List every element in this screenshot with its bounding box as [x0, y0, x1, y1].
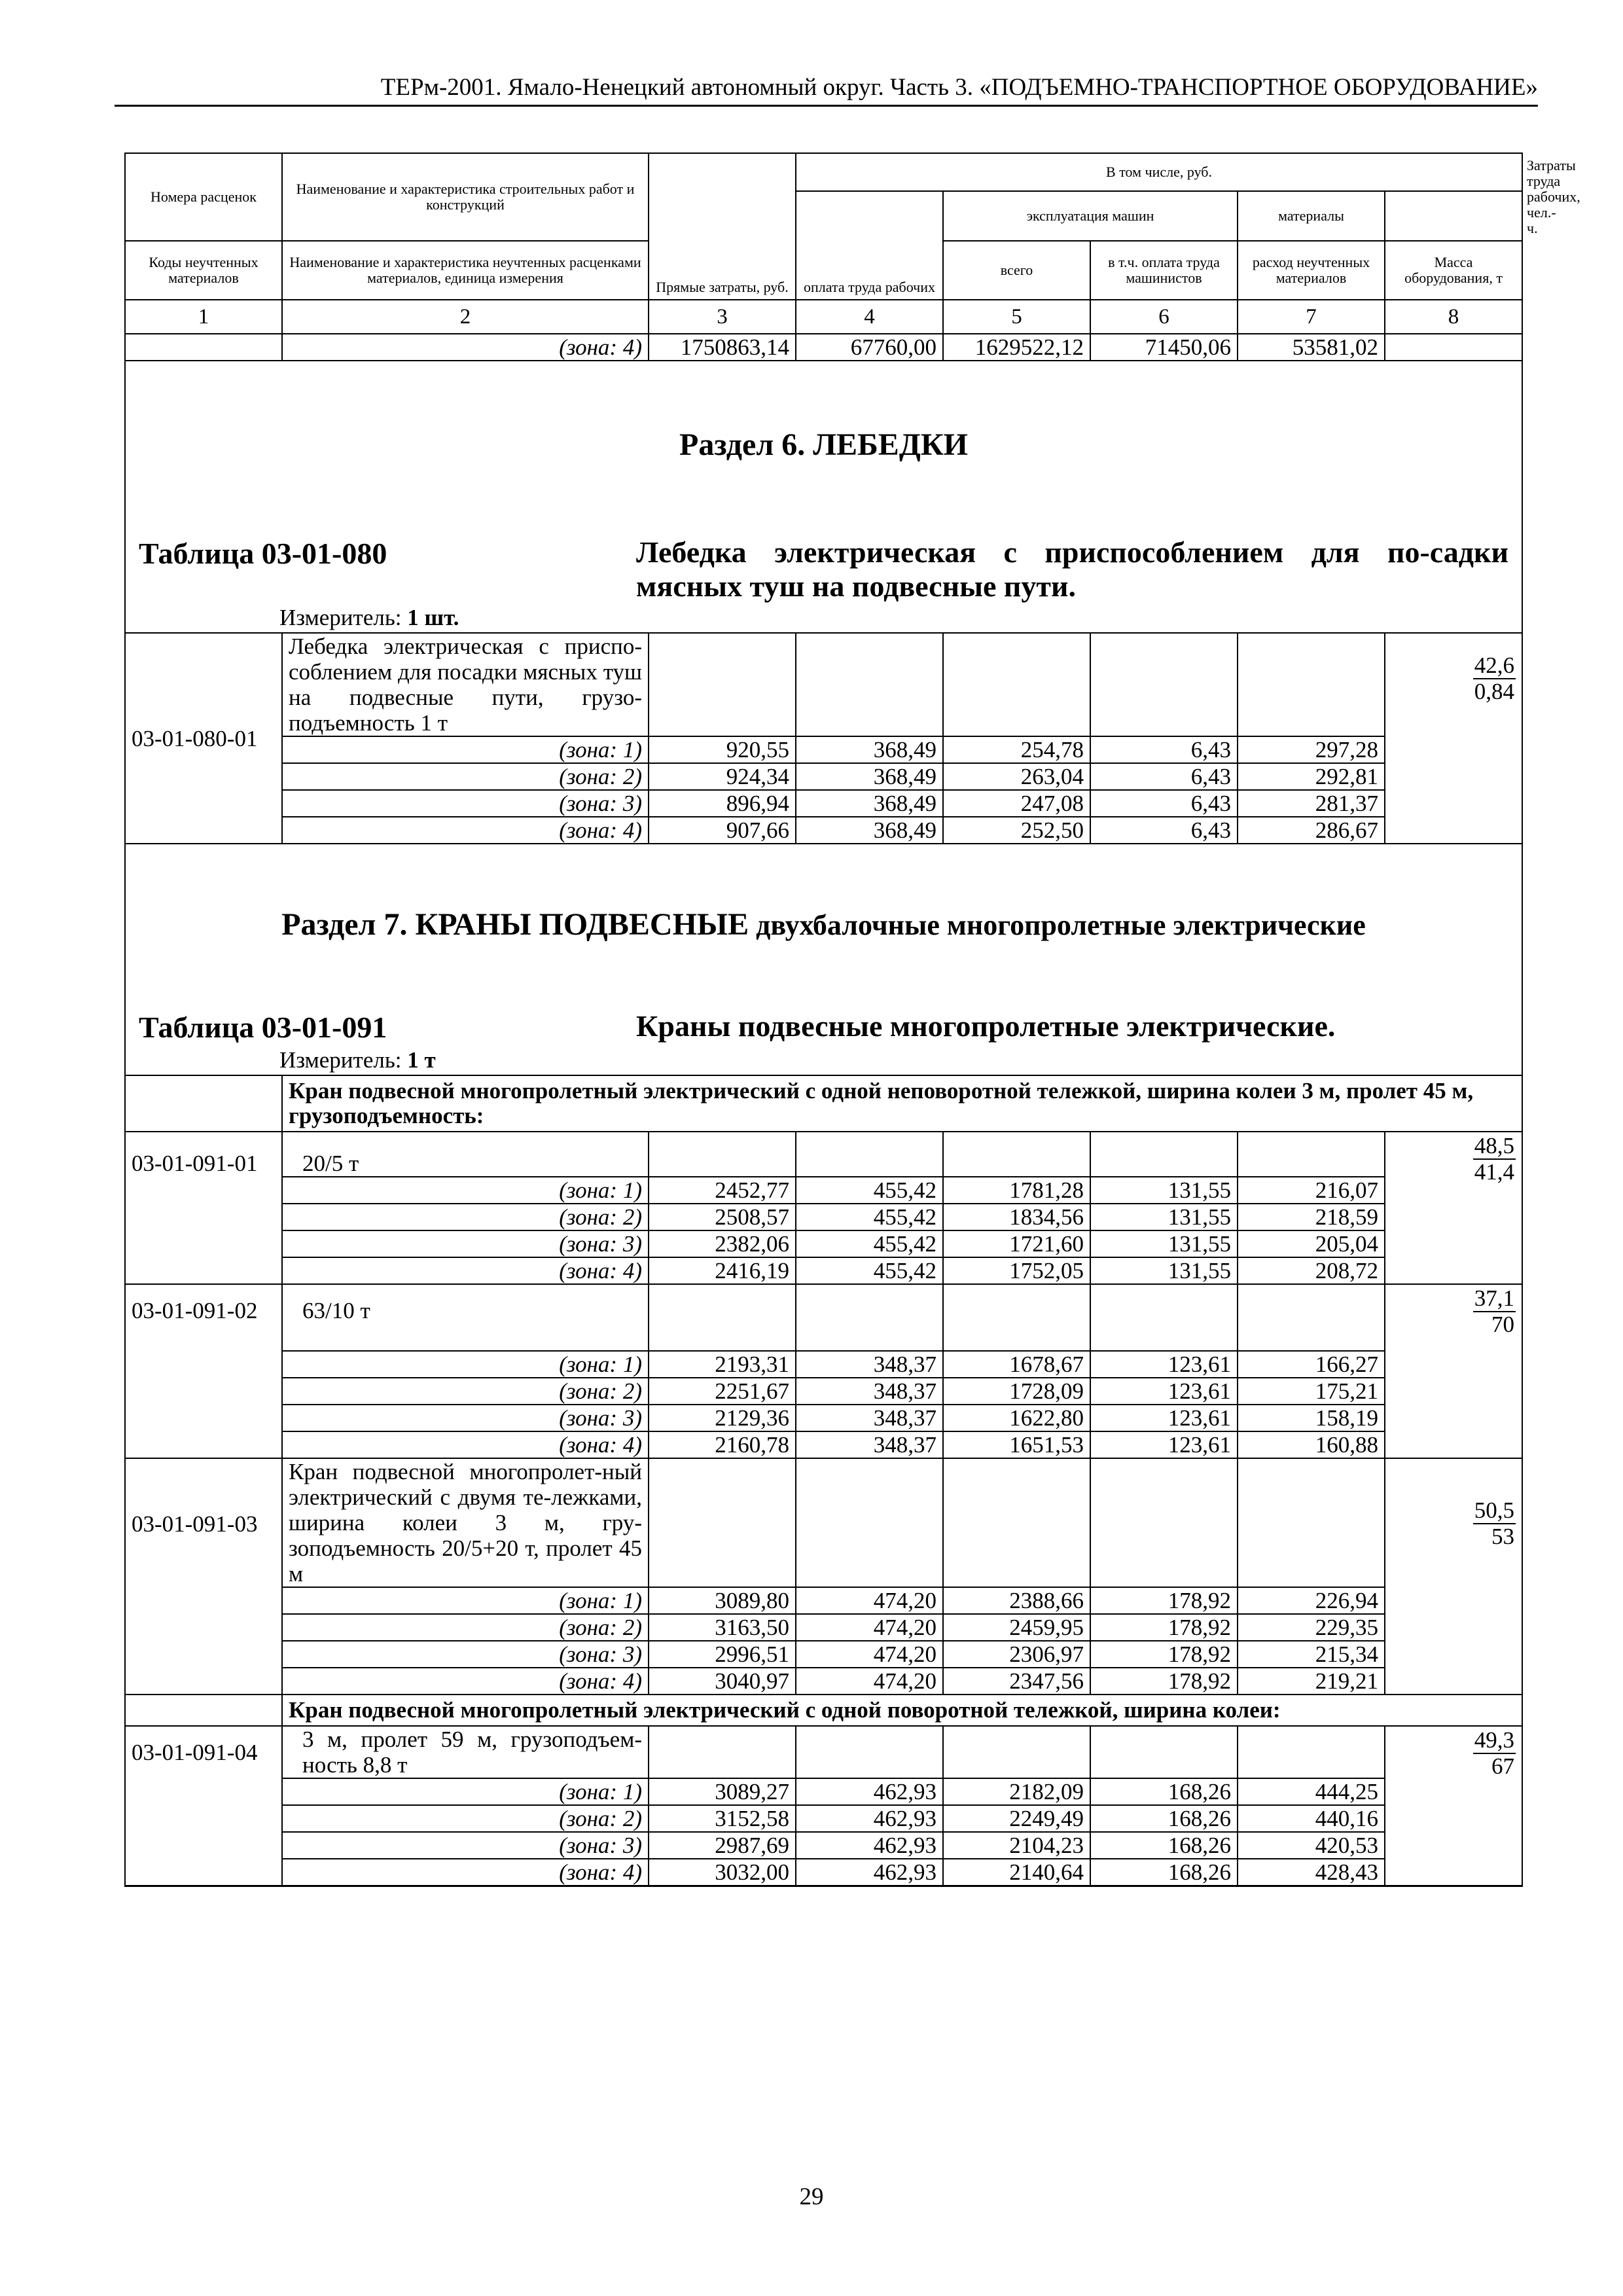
- rate-name: Лебедка электрическая с приспо-соблением для посадки мясных туш на подвесные пути, грузо-подъемность 1 т: [282, 633, 649, 736]
- value: 168,26: [1090, 1859, 1238, 1886]
- value: 455,42: [796, 1257, 943, 1284]
- labor-mass-fraction: $\frac{50,5}{53}$: [1474, 1498, 1515, 1549]
- value: 2996,51: [649, 1641, 796, 1668]
- zone-label: (зона: 2): [282, 1378, 649, 1405]
- value: 348,37: [796, 1378, 943, 1405]
- value: 2140,64: [943, 1859, 1090, 1886]
- value: 3089,80: [649, 1587, 796, 1614]
- value: 348,37: [796, 1431, 943, 1458]
- value: 168,26: [1090, 1832, 1238, 1859]
- hdr-material-use: расход неучтенных материалов: [1238, 241, 1385, 300]
- col-num: 5: [943, 300, 1090, 334]
- value: 907,66: [649, 817, 796, 844]
- col-num: 6: [1090, 300, 1238, 334]
- value: 2382,06: [649, 1230, 796, 1257]
- value: 1834,56: [943, 1204, 1090, 1230]
- value: 1622,80: [943, 1405, 1090, 1431]
- zone-label: (зона: 4): [282, 1859, 649, 1886]
- value: 226,94: [1238, 1587, 1385, 1614]
- col-num: 4: [796, 300, 943, 334]
- rate-name: 63/10 т: [282, 1284, 649, 1351]
- value: 920,55: [649, 736, 796, 763]
- zone-label: (зона: 2): [282, 763, 649, 790]
- value: 1721,60: [943, 1230, 1090, 1257]
- carry-row: [125, 334, 1522, 361]
- value: 2508,57: [649, 1204, 796, 1230]
- value: 6,43: [1090, 763, 1238, 790]
- value: 368,49: [796, 790, 943, 817]
- value: 2251,67: [649, 1378, 796, 1405]
- hdr-direct-costs: Прямые затраты, руб.: [649, 153, 796, 300]
- measure-unit: Измеритель: 1 шт.: [279, 605, 459, 630]
- value: 1728,09: [943, 1378, 1090, 1405]
- table-number: Таблица 03-01-080: [139, 537, 387, 570]
- hdr-wages: оплата труда рабочих: [796, 191, 943, 300]
- hdr-machinist-wages: в т.ч. оплата труда машинистов: [1090, 241, 1238, 300]
- value: 2416,19: [649, 1257, 796, 1284]
- section-title: Раздел 6. ЛЕБЕДКИ: [679, 427, 968, 462]
- header-rule: [115, 105, 1538, 107]
- value: 1750863,14: [649, 334, 796, 361]
- value: 247,08: [943, 790, 1090, 817]
- hdr-materials: материалы: [1238, 191, 1385, 241]
- value: 1651,53: [943, 1431, 1090, 1458]
- rate-name: 3 м, пролет 59 м, грузоподъем-ность 8,8 т: [282, 1726, 649, 1778]
- value: 1781,28: [943, 1177, 1090, 1204]
- value: 215,34: [1238, 1641, 1385, 1668]
- value: 462,93: [796, 1805, 943, 1832]
- value: 1678,67: [943, 1351, 1090, 1378]
- value: 420,53: [1238, 1832, 1385, 1859]
- rate-code: 03-01-091-03: [125, 1458, 282, 1695]
- value: 6,43: [1090, 736, 1238, 763]
- zone-label: (зона: 3): [282, 1832, 649, 1859]
- zone-label: (зона: 1): [282, 1778, 649, 1805]
- value: 348,37: [796, 1405, 943, 1431]
- page-number: 29: [799, 2183, 824, 2210]
- value: 208,72: [1238, 1257, 1385, 1284]
- value: 205,04: [1238, 1230, 1385, 1257]
- hdr-machines-total: всего: [943, 241, 1090, 300]
- value: 896,94: [649, 790, 796, 817]
- value: 71450,06: [1090, 334, 1238, 361]
- value: 2452,77: [649, 1177, 796, 1204]
- table-title: Лебедка электрическая с приспособлением для по-садки мясных туш на подвесные пути.: [636, 535, 1509, 603]
- section-title: Раздел 7. КРАНЫ ПОДВЕСНЫЕ двухбалочные многопролетные электрические: [281, 907, 1366, 942]
- zone-label: (зона: 2): [282, 1805, 649, 1832]
- value: 924,34: [649, 763, 796, 790]
- value: 440,16: [1238, 1805, 1385, 1832]
- value: 455,42: [796, 1204, 943, 1230]
- rate-row: [125, 633, 1522, 736]
- value: 219,21: [1238, 1668, 1385, 1695]
- value: 2182,09: [943, 1778, 1090, 1805]
- labor-mass-fraction: $\frac{37,1}{70}$: [1474, 1285, 1515, 1337]
- value: 2160,78: [649, 1431, 796, 1458]
- section-7: [125, 844, 1522, 1075]
- value: 474,20: [796, 1614, 943, 1641]
- hdr-mass: Масса оборудования, т: [1385, 241, 1522, 300]
- zone-label: (зона: 2): [282, 1204, 649, 1230]
- measure-unit: Измеритель: 1 т: [279, 1047, 436, 1073]
- hdr-machines: эксплуатация машин: [943, 191, 1238, 241]
- zone-label: (зона: 3): [282, 1641, 649, 1668]
- value: 2249,49: [943, 1805, 1090, 1832]
- value: 3032,00: [649, 1859, 796, 1886]
- value: 462,93: [796, 1778, 943, 1805]
- rates-table: Номера расценок Наименование и характеристика строительных работ и конструкций Прямые затраты, руб. В том числе, руб. Затраты труда рабочих, чел.-ч. оплата труда рабочих эксплуатация машин материалы Коды неучтенных материалов Наименование и характеристика неучтенных расценками материалов, единица измерения всего в т.ч. оплата труда машинистов расход неучтенных материалов Масса оборудования, т 1 2 3 4 5 6 7 8 (зона: 4) 1750863,14 67760,00 1629522,12 71450,06 53581,02 Раздел 6. ЛЕБЕДКИ Таблица 03-01-080 Лебедка электрическая с приспособлением для по-садки мясных туш на подвесные пути. Измеритель: 1 шт. 03-01-080-01 Лебедка электрическая с приспо-соблением для посадки мясных туш на подвесные пути, грузо-подъемность 1 т $\frac{42,6}{0,84}$ (зона: 1) 920,55 368,49 254,78 6,43 297,28 (зона: 2) 924,34 368,49 263,04 6,43 292,81 (зона: 3) 896,94 368,49 247,08 6,43 281,37 (зона: 4) 907,66 368,49 252,50 6,43 286,67 Раздел 7. КРАНЫ ПОДВЕСНЫЕ двухбалочные многопролетные электрические Таблица 03-01-091 Краны подвесные многопролетные электрические. Измеритель: 1 т Кран подвесной многопролетный электрический с одной неповоротной тележкой, ширина колеи 3 м, пролет 45 м, грузоподъемность: 03-01-091-01 20/5 т $\frac{48,5}{41,4}$ (зона: 1) 2452,77 455,42 1781,28 131,55 216,07 (зона: 2) 2508,57 455,42 1834,56 131,55 218,59 (зона: 3) 2382,06 455,42 1721,60 131,55 205,04 (зона: 4) 2416,19 455,42 1752,05 131,55 208,72 03-01-091-02 63/10 т $\frac{37,1}{70}$ (зона: 1) 2193,31 348,37 1678,67 123,61 166,27 (зона: 2) 2251,67 348,37 1728,09 123,61 175,21 (зона: 3) 2129,36 348,37 1622,80 123,61 158,19 (зона: 4) 2160,78 348,37 1651,53 123,61 160,88 03-01-091-03 Кран подвесной многопролет-ный электрический с двумя те-лежками, ширина колеи 3 м, гру-зоподъемность 20/5+20 т, пролет 45 м $\frac{50,5}{53}$ (зона: 1) 3089,80 474,20 2388,66 178,92 226,94 (зона: 2) 3163,50 474,20 2459,95 178,92 229,35 (зона: 3) 2996,51 474,20 2306,97 178,92 215,34 (зона: 4) 3040,97 474,20 2347,56 178,92 219,21 Кран подвесной многопролетный электрический с одной поворотной тележкой, ширина колеи: 03-01-091-04 3 м, пролет 59 м, грузоподъем-ность 8,8 т $\frac{49,3}{67}$ (зона: 1) 3089,27 462,93 2182,09 168,26 444,25 (зона: 2) 3152,58 462,93 2249,49 168,26 440,16 (зона: 3) 2987,69 462,93 2104,23 168,26 420,53 (зона: 4) 3032,00 462,93 2140,64 168,26 428,43: [124, 152, 1523, 1887]
- zone-label: (зона: 1): [282, 736, 649, 763]
- value: 178,92: [1090, 1668, 1238, 1695]
- value: 348,37: [796, 1351, 943, 1378]
- value: 2388,66: [943, 1587, 1090, 1614]
- zone-label: (зона: 4): [282, 1668, 649, 1695]
- section-6: [125, 361, 1522, 633]
- zone-label: (зона: 3): [282, 790, 649, 817]
- value: 2129,36: [649, 1405, 796, 1431]
- value: 131,55: [1090, 1204, 1238, 1230]
- table-number: Таблица 03-01-091: [139, 1011, 387, 1044]
- rate-code: 03-01-080-01: [125, 633, 282, 844]
- value: 263,04: [943, 763, 1090, 790]
- hdr-material-names: Наименование и характеристика неучтенных расценками материалов, единица измерения: [282, 241, 649, 300]
- zone-label: (зона: 1): [282, 1351, 649, 1378]
- value: 444,25: [1238, 1778, 1385, 1805]
- value: 2347,56: [943, 1668, 1090, 1695]
- value: 178,92: [1090, 1587, 1238, 1614]
- value: 462,93: [796, 1859, 943, 1886]
- value: 175,21: [1238, 1378, 1385, 1405]
- value: 67760,00: [796, 334, 943, 361]
- zone-label: (зона: 3): [282, 1405, 649, 1431]
- value: 368,49: [796, 763, 943, 790]
- value: 2193,31: [649, 1351, 796, 1378]
- value: 297,28: [1238, 736, 1385, 763]
- zone-label: (зона: 1): [282, 1177, 649, 1204]
- zone-label: (зона: 3): [282, 1230, 649, 1257]
- labor-mass-fraction: $\frac{48,5}{41,4}$: [1474, 1133, 1515, 1185]
- value: 254,78: [943, 736, 1090, 763]
- col-num: 8: [1385, 300, 1522, 334]
- value: 131,55: [1090, 1177, 1238, 1204]
- value: 158,19: [1238, 1405, 1385, 1431]
- hdr-including: В том числе, руб.: [796, 153, 1522, 191]
- value: 123,61: [1090, 1378, 1238, 1405]
- zone-label: (зона: 4): [282, 334, 649, 361]
- group-heading: Кран подвесной многопролетный электрический с одной поворотной тележкой, ширина колеи:: [282, 1695, 1522, 1726]
- value: 168,26: [1090, 1778, 1238, 1805]
- value: 2306,97: [943, 1641, 1090, 1668]
- value: 474,20: [796, 1668, 943, 1695]
- value: 216,07: [1238, 1177, 1385, 1204]
- value: 123,61: [1090, 1431, 1238, 1458]
- table-title: Краны подвесные многопролетные электрические.: [636, 1009, 1336, 1043]
- value: 1629522,12: [943, 334, 1090, 361]
- hdr-name: Наименование и характеристика строительных работ и конструкций: [282, 153, 649, 241]
- value: 2987,69: [649, 1832, 796, 1859]
- rate-name: Кран подвесной многопролет-ный электрический с двумя те-лежками, ширина колеи 3 м, гру-зоподъемность 20/5+20 т, пролет 45 м: [282, 1458, 649, 1587]
- col-num: 7: [1238, 300, 1385, 334]
- value: 368,49: [796, 736, 943, 763]
- value: 286,67: [1238, 817, 1385, 844]
- value: 229,35: [1238, 1614, 1385, 1641]
- value: 474,20: [796, 1587, 943, 1614]
- value: 281,37: [1238, 790, 1385, 817]
- value: 160,88: [1238, 1431, 1385, 1458]
- zone-label: (зона: 1): [282, 1587, 649, 1614]
- value: 1752,05: [943, 1257, 1090, 1284]
- rate-name: 20/5 т: [282, 1132, 649, 1177]
- value: 218,59: [1238, 1204, 1385, 1230]
- col-num: 2: [282, 300, 649, 334]
- value: 6,43: [1090, 817, 1238, 844]
- labor-mass-fraction: $\frac{49,3}{67}$: [1474, 1727, 1515, 1779]
- value: 3089,27: [649, 1778, 796, 1805]
- hdr-material-codes: Коды неучтенных материалов: [125, 241, 282, 300]
- rate-code: 03-01-091-02: [125, 1284, 282, 1458]
- labor-mass-fraction: $\frac{42,6}{0,84}$: [1474, 653, 1515, 704]
- value: 2459,95: [943, 1614, 1090, 1641]
- value: 474,20: [796, 1641, 943, 1668]
- value: 53581,02: [1238, 334, 1385, 361]
- zone-label: (зона: 2): [282, 1614, 649, 1641]
- hdr-codes: Номера расценок: [125, 153, 282, 241]
- zone-label: (зона: 4): [282, 1431, 649, 1458]
- value: 178,92: [1090, 1641, 1238, 1668]
- col-num: 1: [125, 300, 282, 334]
- value: 6,43: [1090, 790, 1238, 817]
- zone-label: (зона: 4): [282, 1257, 649, 1284]
- value: 292,81: [1238, 763, 1385, 790]
- value: 3040,97: [649, 1668, 796, 1695]
- value: 123,61: [1090, 1405, 1238, 1431]
- value: 123,61: [1090, 1351, 1238, 1378]
- value: 428,43: [1238, 1859, 1385, 1886]
- value: 3152,58: [649, 1805, 796, 1832]
- running-head: ТЕРм-2001. Ямало-Ненецкий автономный округ. Часть 3. «ПОДЪЕМНО-ТРАНСПОРТНОЕ ОБОРУДОВАНИЕ»: [380, 74, 1538, 101]
- value: 178,92: [1090, 1614, 1238, 1641]
- value: 131,55: [1090, 1257, 1238, 1284]
- col-num: 3: [649, 300, 796, 334]
- rate-code: 03-01-091-01: [125, 1132, 282, 1284]
- value: 455,42: [796, 1230, 943, 1257]
- value: 3163,50: [649, 1614, 796, 1641]
- value: 455,42: [796, 1177, 943, 1204]
- zone-label: (зона: 4): [282, 817, 649, 844]
- value: 368,49: [796, 817, 943, 844]
- value: 462,93: [796, 1832, 943, 1859]
- value: 252,50: [943, 817, 1090, 844]
- value: 168,26: [1090, 1805, 1238, 1832]
- group-heading: Кран подвесной многопролетный электрический с одной неповоротной тележкой, ширина колеи 3 м, пролет 45 м, грузоподъемность:: [282, 1075, 1522, 1132]
- value: 2104,23: [943, 1832, 1090, 1859]
- value: 166,27: [1238, 1351, 1385, 1378]
- rate-code: 03-01-091-04: [125, 1726, 282, 1886]
- value: 131,55: [1090, 1230, 1238, 1257]
